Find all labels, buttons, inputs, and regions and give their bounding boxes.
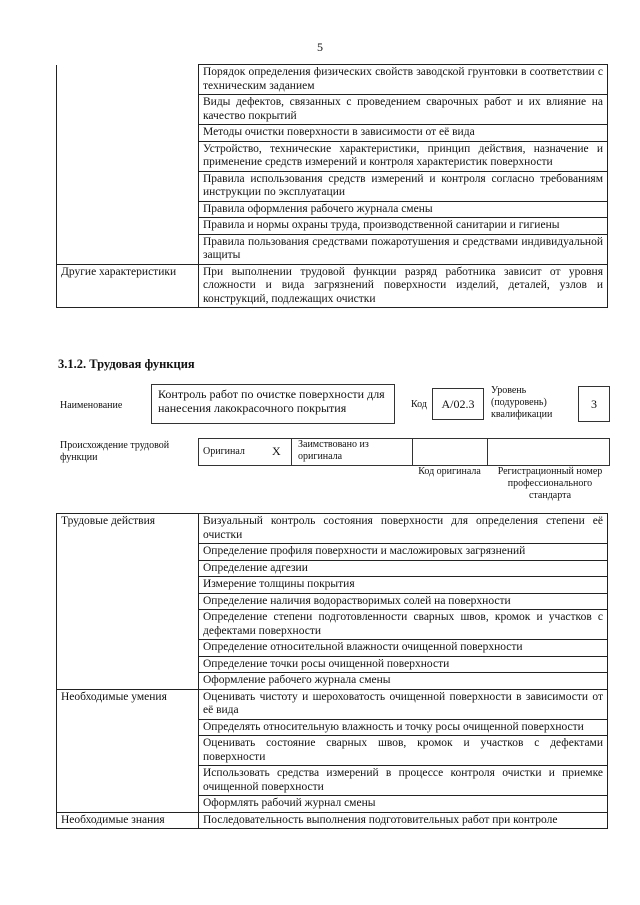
origin-label: Происхождение трудовой функции bbox=[60, 440, 170, 463]
table-row bbox=[57, 736, 608, 766]
row-category bbox=[57, 610, 199, 640]
table-row bbox=[57, 640, 608, 657]
table-row bbox=[57, 201, 608, 218]
row-description: Правила и нормы охраны труда, производственной санитарии и гигиены bbox=[199, 218, 608, 235]
row-description: Визуальный контроль состояния поверхности для определения степени её очистки bbox=[199, 514, 608, 544]
row-description: Правила оформления рабочего журнала смены bbox=[199, 201, 608, 218]
original-mark: Х bbox=[272, 444, 281, 458]
origin-divider-1 bbox=[291, 438, 292, 465]
row-description: Определение профиля поверхности и масложировых загрязнений bbox=[199, 544, 608, 561]
row-description: Оценивать состояние сварных швов, кромок и участков с дефектами поверхности bbox=[199, 736, 608, 766]
row-description: Методы очистки поверхности в зависимости от её вида bbox=[199, 125, 608, 142]
table-row bbox=[57, 514, 608, 544]
table-row bbox=[57, 544, 608, 561]
origin-divider-2 bbox=[412, 438, 413, 465]
table-row bbox=[57, 264, 608, 308]
row-category bbox=[57, 766, 199, 796]
table-row bbox=[57, 719, 608, 736]
row-category: Необходимые знания bbox=[57, 812, 199, 829]
table-row bbox=[57, 689, 608, 719]
row-description: Оценивать чистоту и шероховатость очищенной поверхности в зависимости от её вида bbox=[199, 689, 608, 719]
level-value: 3 bbox=[591, 397, 597, 411]
row-description: Виды дефектов, связанных с проведением сварочных работ и их влияние на качество покрытий bbox=[199, 95, 608, 125]
row-category: Другие характеристики bbox=[57, 264, 199, 308]
row-category bbox=[57, 141, 199, 171]
level-label: Уровень (подуровень) квалификации bbox=[491, 385, 553, 420]
code-box bbox=[432, 388, 484, 420]
row-category bbox=[57, 640, 199, 657]
table-row bbox=[57, 65, 608, 95]
table-row bbox=[57, 812, 608, 829]
row-category: Необходимые умения bbox=[57, 689, 199, 719]
table-row bbox=[57, 234, 608, 264]
row-category bbox=[57, 65, 199, 95]
table-row bbox=[57, 171, 608, 201]
code-original-label: Код оригинала bbox=[418, 466, 481, 477]
requirements-table-continued bbox=[56, 64, 608, 308]
borrowed-label: Заимствовано из оригинала bbox=[298, 439, 369, 462]
original-label: Оригинал bbox=[203, 446, 245, 457]
row-description: Определение адгезии bbox=[199, 560, 608, 577]
row-description: Использовать средства измерений в процессе контроля очистки и приемке очищенной поверхности bbox=[199, 766, 608, 796]
row-category bbox=[57, 656, 199, 673]
row-category bbox=[57, 201, 199, 218]
row-category bbox=[57, 95, 199, 125]
table-row bbox=[57, 766, 608, 796]
reg-number-label: Регистрационный номер профессионального стандарта bbox=[497, 466, 603, 501]
code-label: Код bbox=[411, 399, 427, 410]
table-row bbox=[57, 218, 608, 235]
row-category bbox=[57, 577, 199, 594]
row-description: Определение относительной влажности очищенной поверхности bbox=[199, 640, 608, 657]
name-box bbox=[151, 384, 395, 424]
name-label: Наименование bbox=[60, 400, 123, 411]
row-category bbox=[57, 218, 199, 235]
section-title: 3.1.2. Трудовая функция bbox=[58, 357, 195, 371]
row-description: Оформлять рабочий журнал смены bbox=[199, 796, 608, 813]
page-number: 5 bbox=[317, 40, 323, 54]
row-category bbox=[57, 560, 199, 577]
row-category bbox=[57, 234, 199, 264]
row-description: Порядок определения физических свойств заводской грунтовки в соответствии с техническим заданием bbox=[199, 65, 608, 95]
row-description: Устройство, технические характеристики, принцип действия, назначение и применение средств измерений и контроля характеристик поверхности bbox=[199, 141, 608, 171]
row-description: Определение степени подготовленности сварных швов, кромок и участков с дефектами поверхности bbox=[199, 610, 608, 640]
row-description: Последовательность выполнения подготовительных работ при контроле bbox=[199, 812, 608, 829]
row-category bbox=[57, 736, 199, 766]
row-description: Определять относительную влажность и точку росы очищенной поверхности bbox=[199, 719, 608, 736]
table-row bbox=[57, 125, 608, 142]
table-row bbox=[57, 577, 608, 594]
row-category bbox=[57, 544, 199, 561]
labor-actions-table bbox=[56, 513, 608, 829]
row-description: Определение точки росы очищенной поверхности bbox=[199, 656, 608, 673]
row-category bbox=[57, 171, 199, 201]
row-category bbox=[57, 593, 199, 610]
table-row bbox=[57, 610, 608, 640]
table-row bbox=[57, 593, 608, 610]
table-row bbox=[57, 95, 608, 125]
row-category bbox=[57, 719, 199, 736]
table-row bbox=[57, 796, 608, 813]
level-box bbox=[578, 386, 610, 422]
row-category: Трудовые действия bbox=[57, 514, 199, 544]
row-description: При выполнении трудовой функции разряд работника зависит от уровня сложности и вида загрязнений поверхности изделий, деталей, узлов и конструкций, подлежащих очистки bbox=[199, 264, 608, 308]
row-category bbox=[57, 796, 199, 813]
table-row bbox=[57, 656, 608, 673]
function-name: Контроль работ по очистке поверхности для нанесения лакокрасочного покрытия bbox=[158, 387, 385, 415]
table-row bbox=[57, 560, 608, 577]
row-description: Правила пользования средствами пожаротушения и средствами индивидуальной защиты bbox=[199, 234, 608, 264]
table-row bbox=[57, 141, 608, 171]
row-description: Определение наличия водорастворимых солей на поверхности bbox=[199, 593, 608, 610]
table-row bbox=[57, 673, 608, 690]
code-value: А/02.3 bbox=[441, 397, 475, 411]
row-description: Измерение толщины покрытия bbox=[199, 577, 608, 594]
row-description: Оформление рабочего журнала смены bbox=[199, 673, 608, 690]
origin-divider-3 bbox=[487, 438, 488, 465]
row-category bbox=[57, 125, 199, 142]
row-description: Правила использования средств измерений и контроля согласно требованиям инструкции по эксплуатации bbox=[199, 171, 608, 201]
row-category bbox=[57, 673, 199, 690]
